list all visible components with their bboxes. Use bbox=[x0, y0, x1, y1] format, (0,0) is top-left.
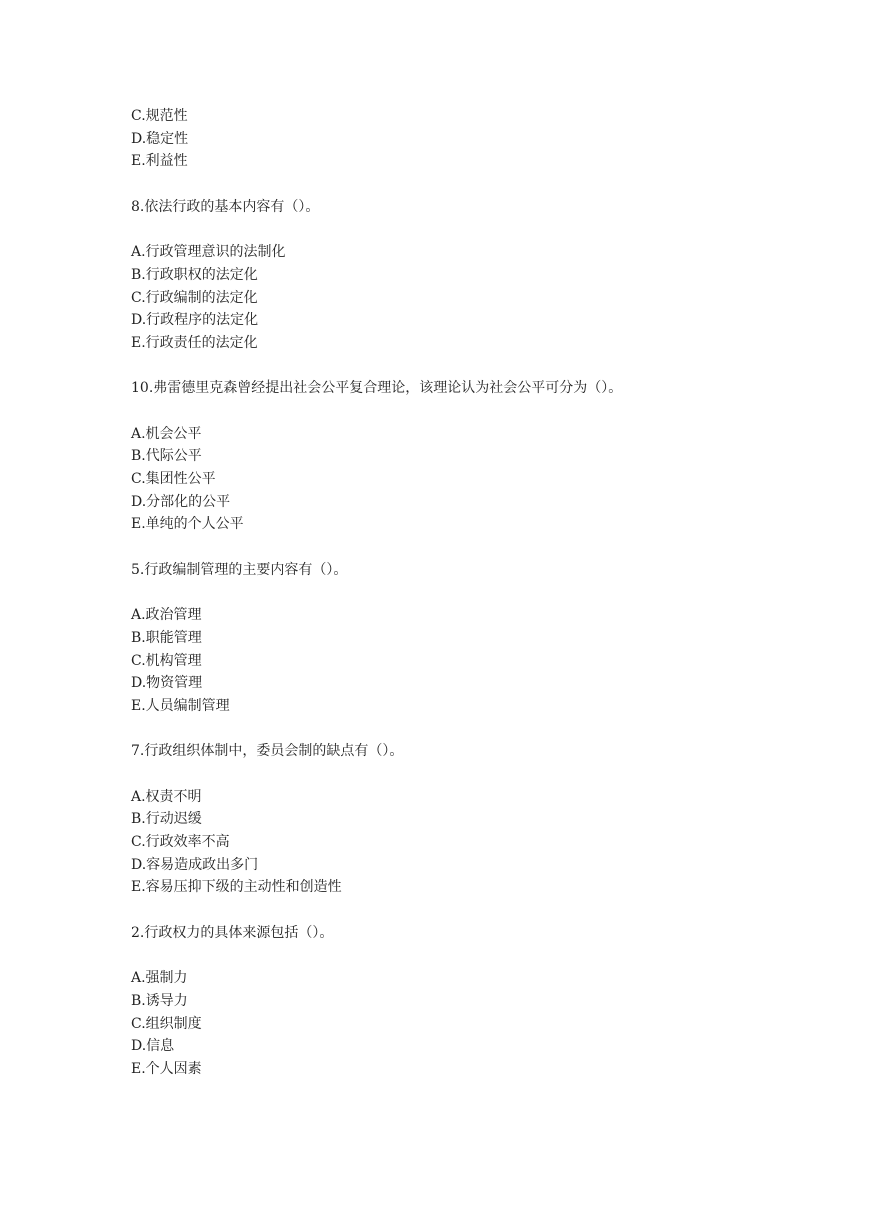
question-block bbox=[131, 377, 831, 536]
option-line: A.权责不明 bbox=[131, 788, 202, 805]
option-line: E.行政责任的法定化 bbox=[131, 334, 258, 351]
question-block bbox=[131, 922, 831, 1081]
option-line: A.强制力 bbox=[131, 970, 188, 987]
option-line: E.人员编制管理 bbox=[131, 697, 230, 714]
question-stem: 5.行政编制管理的主要内容有（）。 bbox=[131, 561, 348, 578]
option-line: D.容易造成政出多门 bbox=[131, 856, 259, 873]
option-line: C.机构管理 bbox=[131, 652, 202, 669]
option-line: B.行政职权的法定化 bbox=[131, 266, 258, 283]
option-line: E.个人因素 bbox=[131, 1060, 202, 1077]
option-line: B.职能管理 bbox=[131, 629, 202, 646]
option-line: D.稳定性 bbox=[131, 130, 189, 147]
question-block bbox=[131, 196, 831, 355]
option-line: A.政治管理 bbox=[131, 607, 202, 624]
question-stem: 2.行政权力的具体来源包括（）。 bbox=[131, 924, 334, 941]
question-stem: 8.依法行政的基本内容有（）。 bbox=[131, 198, 320, 215]
option-line: D.分部化的公平 bbox=[131, 493, 231, 510]
option-line: D.信息 bbox=[131, 1038, 175, 1055]
option-line: C.集团性公平 bbox=[131, 471, 216, 487]
option-line: B.行动迟缓 bbox=[131, 811, 202, 828]
question-block bbox=[131, 559, 831, 718]
option-line: A.行政管理意识的法制化 bbox=[131, 244, 286, 261]
question-stem: 10.弗雷德里克森曾经提出社会公平复合理论，该理论认为社会公平可分为（）。 bbox=[131, 380, 623, 397]
option-line: C.行政效率不高 bbox=[131, 834, 230, 850]
question-stem: 7.行政组织体制中，委员会制的缺点有（）。 bbox=[131, 743, 404, 760]
option-line: D.物资管理 bbox=[131, 675, 203, 692]
option-line: A.机会公平 bbox=[131, 425, 202, 442]
leading-options bbox=[131, 105, 831, 173]
option-line: C.行政编制的法定化 bbox=[131, 289, 258, 306]
option-line: E.单纯的个人公平 bbox=[131, 516, 244, 533]
option-line: E.利益性 bbox=[131, 153, 188, 170]
question-block bbox=[131, 740, 831, 899]
question-content bbox=[131, 105, 831, 1081]
option-line: E.容易压抑下级的主动性和创造性 bbox=[131, 879, 342, 896]
option-line: D.行政程序的法定化 bbox=[131, 312, 259, 329]
option-line: B.诱导力 bbox=[131, 992, 188, 1009]
option-line: B.代际公平 bbox=[131, 448, 202, 465]
option-line: C.规范性 bbox=[131, 108, 188, 124]
option-line: C.组织制度 bbox=[131, 1015, 202, 1032]
